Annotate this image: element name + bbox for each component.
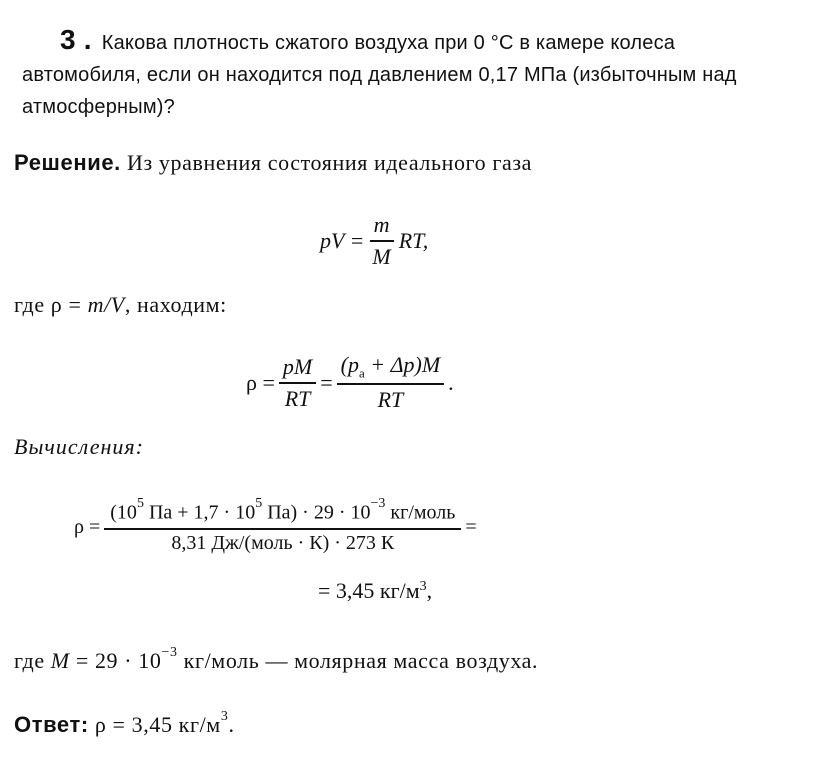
frac2-open: (p: [340, 352, 359, 377]
calc-numerator: [104, 496, 461, 530]
calc-num-4: кг/моль: [385, 501, 456, 524]
density-frac1-num: pM: [279, 354, 316, 384]
state-eq-rhs: RT,: [398, 228, 429, 253]
molar-exp: −3: [161, 644, 178, 660]
answer-label: Ответ:: [14, 712, 89, 737]
calc-num-3: Па) · 29 · 10: [262, 501, 371, 524]
calculation-formula: [74, 496, 477, 555]
solution-intro: [14, 150, 532, 176]
answer-text: ρ = 3,45 кг/м: [88, 712, 221, 737]
molar-prefix: где: [14, 648, 51, 673]
density-eq-end: .: [448, 369, 454, 395]
state-eq-numerator: m: [370, 212, 394, 242]
result-suffix: ,: [426, 578, 433, 603]
density-def-expr: m/V: [87, 292, 125, 317]
problem-number: 3 .: [60, 24, 92, 55]
molar-mass-note: [14, 644, 539, 674]
answer-exp: 3: [220, 708, 229, 724]
state-eq-fraction: [368, 212, 394, 270]
calc-exp-2: 5: [255, 496, 263, 511]
density-eq-equals: =: [320, 369, 333, 395]
molar-symbol: M: [50, 648, 70, 673]
frac2-sub: а: [358, 365, 365, 381]
molar-suffix: кг/моль — молярная масса воздуха.: [177, 648, 539, 673]
result-prefix: = 3,45 кг/м: [318, 578, 420, 603]
density-def-prefix: где ρ =: [14, 292, 88, 317]
solution-intro-text: Из уравнения состояния идеального газа: [127, 150, 532, 175]
answer-end: .: [228, 712, 235, 737]
density-frac2-den: RT: [377, 387, 404, 413]
density-def-suffix: , находим:: [124, 292, 227, 317]
density-equation: [246, 352, 454, 413]
calc-exp-1: 5: [136, 496, 144, 511]
result-exp: 3: [419, 579, 427, 594]
calc-lhs: ρ =: [74, 515, 101, 538]
calc-exp-3: −3: [370, 496, 386, 511]
density-eq-lhs: ρ =: [246, 369, 275, 395]
density-definition: [14, 292, 227, 318]
calc-num-1: (10: [110, 501, 137, 524]
calc-eq-tail: =: [465, 515, 477, 538]
density-frac2-num: [337, 352, 445, 385]
answer-line: [14, 708, 235, 738]
molar-value: = 29 · 10: [69, 648, 162, 673]
calc-num-2: Па + 1,7 · 10: [143, 501, 256, 524]
solution-label: Решение.: [14, 150, 121, 175]
state-eq-denominator: M: [372, 244, 391, 269]
calc-fraction: [104, 496, 461, 555]
problem-statement: [22, 24, 792, 123]
problem-text: Какова плотность сжатого воздуха при 0 °С в камере колеса автомобиля, если он находится под давлением 0,17 МПа (избыточным над атмосферным)?: [22, 32, 737, 118]
density-eq-fraction-2: [337, 352, 445, 413]
calculations-title: Вычисления:: [14, 434, 144, 459]
frac2-rest: + Δp)M: [364, 352, 441, 377]
density-frac1-den: RT: [284, 385, 311, 411]
density-eq-fraction-1: [279, 354, 316, 412]
state-eq-lhs: pV =: [320, 228, 365, 253]
calc-denominator: 8,31 Дж/(моль · К) · 273 К: [171, 531, 395, 554]
state-equation: [320, 212, 428, 270]
calculation-result: [318, 578, 432, 604]
